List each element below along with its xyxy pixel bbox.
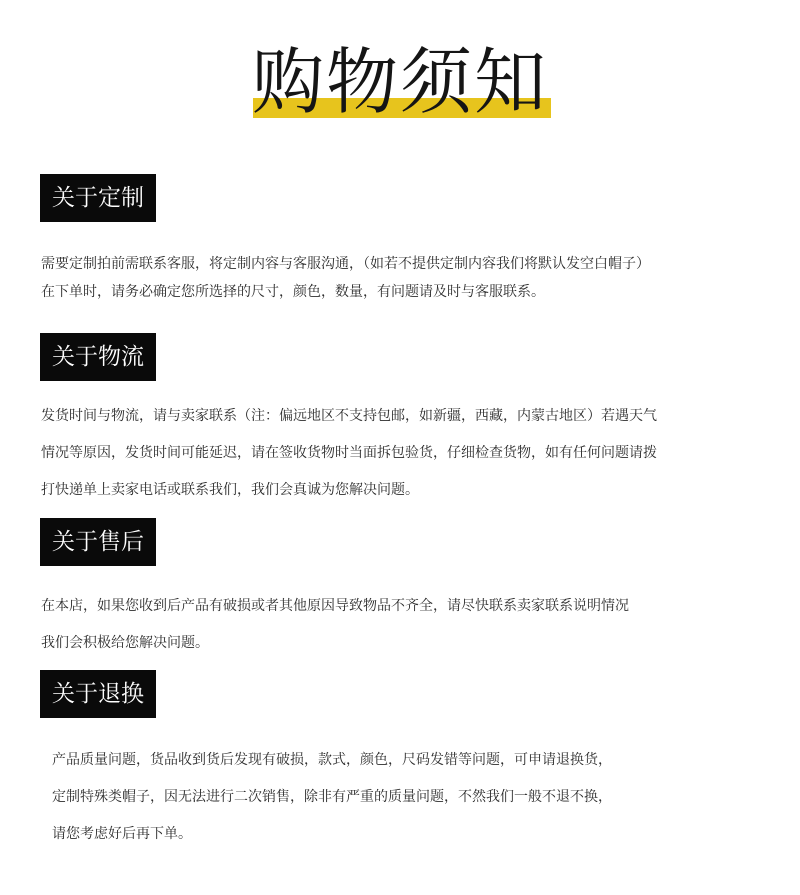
paragraph-line: 请您考虑好后再下单。 (52, 826, 192, 842)
section-body-customization (41, 250, 650, 306)
page-title: 购物须知 (251, 40, 548, 124)
page-header (0, 40, 800, 130)
paragraph-line: 情况等原因，发货时间可能延迟，请在签收货物时当面拆包验货，仔细检查货物，如有任何问题请拨 (41, 445, 657, 461)
paragraph-line: 需要定制拍前需联系客服，将定制内容与客服沟通，（如若不提供定制内容我们将默认发空白帽子） (41, 256, 650, 272)
paragraph-line: 在下单时，请务必确定您所选择的尺寸，颜色，数量，有问题请及时与客服联系。 (41, 284, 545, 300)
paragraph-line: 在本店，如果您收到后产品有破损或者其他原因导致物品不齐全，请尽快联系卖家联系说明情况 (41, 598, 629, 614)
paragraph-line: 发货时间与物流，请与卖家联系（注：偏远地区不支持包邮，如新疆，西藏，内蒙古地区）若遇天气 (41, 408, 657, 424)
paragraph-line: 我们会积极给您解决问题。 (41, 635, 209, 651)
section-heading-returns: 关于退换 (40, 670, 156, 718)
paragraph-line: 定制特殊类帽子，因无法进行二次销售，除非有严重的质量问题，不然我们一般不退不换， (52, 789, 612, 805)
paragraph-line: 打快递单上卖家电话或联系我们，我们会真诚为您解决问题。 (41, 482, 419, 498)
section-heading-after-sales: 关于售后 (40, 518, 156, 566)
section-body-after-sales (41, 588, 629, 662)
section-heading-logistics: 关于物流 (40, 333, 156, 381)
section-body-logistics (41, 398, 657, 509)
section-body-returns (52, 742, 612, 853)
paragraph-line: 产品质量问题，货品收到货后发现有破损，款式，颜色，尺码发错等问题，可申请退换货， (52, 752, 612, 768)
section-heading-customization: 关于定制 (40, 174, 156, 222)
